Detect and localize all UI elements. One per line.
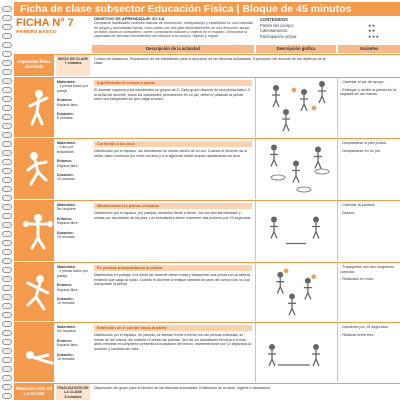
activity-resources (56, 263, 90, 321)
objective-text: Demostrar habilidades motrices básicas de locomoción, manipulación y estabilidad en una variedad de juegos y actividades físicas, como saltar con dos pies alternadamente en una dirección; lanzar un balón hacia un compañero; correr, controlando balones y objetos en el espacio. Demostrar la capacidad de ejecutar movimientos con relación a su cuerpo, objetos y reglas. (94, 21, 253, 39)
space-value: Espacio libre. (57, 343, 79, 348)
space-value: Espacio libre. (57, 287, 79, 292)
capacity-icon-cell (14, 78, 54, 137)
activity-heading: Manteniendo los planos elevados (94, 203, 252, 209)
activity-illustration (256, 78, 336, 138)
spiral-binding (0, 0, 14, 400)
duration-label: Duración: (57, 352, 74, 357)
column-divider (337, 263, 338, 321)
materials-label: Materiales: (57, 203, 76, 207)
binding-ring (2, 204, 12, 210)
activity-row (14, 77, 400, 137)
variant-item: - Cambiar la postura. (340, 203, 376, 207)
activity-resources (56, 78, 90, 137)
binding-ring (2, 69, 12, 75)
column-divider (255, 139, 256, 199)
column-divider (255, 201, 256, 261)
binding-ring (2, 357, 12, 363)
column-divider (337, 201, 338, 261)
binding-ring (2, 303, 12, 309)
duration-label: Duración: (57, 112, 74, 117)
variant-item: - Realizarlo en tríos. (340, 277, 374, 282)
activity-resources (56, 201, 90, 261)
activity-heading: Extensión de el cuerpo hacia la pared (94, 325, 252, 331)
activity-text: Distribuidos en parejas. A la señal del docente deben tratar y transportar una pelota con la cabeza, evitando que caiga al suelo. Cuando el docente lo indique cambian la parte del cuerpo con la cual transportan la pelota. (94, 273, 252, 287)
space-label: Entorno: (57, 216, 72, 221)
column-header-description: Descripción de la actividad (92, 45, 254, 53)
capacity-icon-cell (14, 139, 54, 199)
duration-label: Duración: (57, 297, 74, 302)
activity-description (92, 139, 254, 199)
binding-ring (2, 114, 12, 120)
ficha-block (16, 17, 92, 43)
binding-ring (2, 384, 12, 390)
binding-ring (2, 285, 12, 291)
binding-ring (2, 258, 12, 264)
activity-heading: Equilibrando el cuerpo a pelota (94, 80, 252, 86)
rating-stars: ★★★ (368, 33, 380, 39)
variant-item: - Desplazarse a pies juntos. (340, 141, 387, 145)
activity-resources (56, 323, 90, 382)
start-phase: INICIO DE CLASE 7 minutos (56, 55, 90, 76)
binding-ring (2, 348, 12, 354)
objective-label: OBJETIVO DE APRENDIZAJE: (94, 17, 152, 21)
binding-ring (2, 87, 12, 93)
binding-ring (2, 6, 12, 12)
materials-label: Materiales: (57, 141, 76, 145)
activity-graphic (256, 139, 336, 199)
end-row (14, 383, 400, 400)
binding-ring (2, 312, 12, 318)
binding-ring (2, 294, 12, 300)
space-value: Espacio libre. (57, 102, 79, 107)
binding-ring (2, 132, 12, 138)
binding-ring (2, 96, 12, 102)
column-divider (337, 323, 338, 382)
capacity-header: Capacidad física abordada (14, 55, 54, 76)
binding-ring (2, 195, 12, 201)
duration-value: 10 minutos (57, 301, 75, 306)
activity-row (14, 138, 400, 199)
binding-ring (2, 186, 12, 192)
contents-box (260, 17, 398, 43)
end-text: Disposición del grupo para el término de las diversas actividades. Evaluación de la clase, higiene e hidratación. (94, 386, 272, 390)
activity-text: Distribuidos por el espacio, en parejas, se sientan frente a frente con las piernas estiradas, se toman de las manos, sin soltarse ni doblar las piernas. Uno de los estudiantes flexiona el tronco atrás mientras el compañero presenta la inclinación del tronco, manteniéndose por 10 segundos la posición y cambian de roles. (94, 333, 252, 351)
space-value: Espacio libre. (57, 163, 79, 168)
activity-heading: En parejas transportamos la pelota (94, 265, 252, 271)
activity-illustration (256, 139, 336, 200)
activity-row (14, 322, 400, 382)
activity-row (14, 200, 400, 261)
content-item: Partes del cuerpo: ★★ (260, 23, 398, 28)
activity-illustration (256, 263, 336, 322)
variant-item: - Mantener por 15 segundos. (340, 325, 389, 329)
content-item: Calentamiento: ★★ (260, 28, 398, 33)
activity-heading: Corriendo a los aros (94, 141, 252, 147)
activity-graphic (256, 263, 336, 321)
duration-value: 10 minutos (57, 235, 75, 240)
column-divider (255, 263, 256, 321)
activity-variants (338, 323, 400, 382)
variant-item: - Entregar y recibir la pelota en la espalda de las manos. (340, 87, 396, 97)
end-phase: FINALIZACIÓN DE LA CLASE (14, 384, 54, 400)
activity-text: Distribuidos por el espacio, los estudiantes se ubican dentro de un aro. Cuando el docente da la señal, salen corriendo por entre los aros y a la siguiente señal ocupan rápidamente los aros. (94, 149, 247, 158)
lesson-sheet (14, 0, 400, 400)
activity-description (92, 323, 254, 382)
space-label: Entorno: (57, 338, 72, 343)
binding-ring (2, 222, 12, 228)
column-divider (255, 78, 256, 137)
column-divider (255, 323, 256, 382)
binding-ring (2, 267, 12, 273)
activity-variants (338, 78, 400, 137)
page-title: Ficha de clase subsector Educación Física | Bloque de 45 minutos (14, 2, 400, 16)
variant-item: - Desplazarse en un pie. (340, 148, 382, 153)
rating-stars: ★★ (368, 28, 376, 34)
binding-ring (2, 213, 12, 219)
materials-label: Materiales: (57, 80, 76, 84)
duration-value: 10 minutos (57, 357, 75, 362)
activity-description (92, 263, 254, 321)
duration-value: 10 minutos (57, 177, 75, 182)
binding-ring (2, 42, 12, 48)
activity-text: Distribuidos por el espacio, por parejas, sentados frente a frente, con las piernas estiradas y unidas por las plantas de los pies. Los estudiantes deben mantener esa posición por 10 segundos. (94, 211, 252, 220)
binding-ring (2, 366, 12, 372)
activity-illustration (256, 323, 336, 383)
materials-value: - 1 pelota balón por pareja (57, 84, 88, 93)
materials-value: No requiere. (57, 329, 77, 334)
activity-description (92, 78, 254, 137)
duration-value: 8 minutos (57, 116, 73, 121)
column-divider (337, 78, 338, 137)
start-text: Control de Asistencia. Preparación de los estudiantes para la ejecución de las diversas actividades. Explicación del docente de los objetivos de la clase. (94, 57, 326, 66)
activity-text: El docente organiza a los estudiantes en grupos de 2. Cada grupo dispone de una pelota balón. A la señal del docente, todos los estudiantes permanecen en un pie, deben ir pasando la pelota entre sus integrantes sin que caiga al suelo. (94, 88, 250, 102)
column-header-variants: Variantes (338, 45, 400, 53)
column-header-graphic: Descripción gráfica (256, 45, 336, 53)
binding-ring (2, 150, 12, 156)
activity-variants (338, 201, 400, 261)
activity-graphic (256, 323, 336, 382)
binding-ring (2, 240, 12, 246)
duration-label: Duración: (57, 173, 74, 178)
binding-ring (2, 15, 12, 21)
space-label: Entorno: (57, 283, 72, 288)
learning-objective (94, 17, 254, 43)
materials-value: - 1 pelota balón por pareja. (57, 269, 88, 278)
capacity-icon-cell (14, 263, 54, 321)
end-minutes: FINALIZACIÓN DE LA CLASE 5 minutos (57, 386, 89, 399)
activity-description (92, 201, 254, 261)
activity-resources (56, 139, 90, 199)
binding-ring (2, 330, 12, 336)
materials-value: - 1 aro por estudiante. (57, 145, 75, 154)
binding-ring (2, 321, 12, 327)
binding-ring (2, 393, 12, 399)
activity-graphic (256, 78, 336, 137)
rating-stars: ★★ (368, 23, 376, 28)
variant-item: - Cambiar el pie de apoyo. (340, 80, 385, 84)
binding-ring (2, 123, 12, 129)
content-item: Participación activa: ★★★ (260, 34, 398, 39)
sheet-header (14, 17, 400, 43)
objective-code: EJ 4-8 (152, 17, 165, 21)
binding-ring (2, 249, 12, 255)
materials-label: Materiales: (57, 325, 76, 329)
binding-ring (2, 105, 12, 111)
activity-illustration (256, 201, 336, 262)
materials-label: Materiales: (57, 265, 76, 269)
activity-row (14, 262, 400, 321)
binding-ring (2, 375, 12, 381)
binding-ring (2, 159, 12, 165)
start-row (14, 54, 400, 76)
space-value: Espacio libre. (57, 221, 79, 226)
column-divider (337, 139, 338, 199)
ficha-grade: PRIMERO BÁSICO (16, 29, 57, 34)
binding-ring (2, 177, 12, 183)
materials-value: No requiere. (57, 207, 77, 212)
binding-ring (2, 51, 12, 57)
capacity-icon-cell (14, 201, 54, 261)
contents-title: CONTENIDOS (260, 17, 288, 22)
binding-ring (2, 78, 12, 84)
binding-ring (2, 60, 12, 66)
binding-ring (2, 339, 12, 345)
binding-ring (2, 231, 12, 237)
variant-item: - Realizar entre tres. (340, 332, 375, 337)
variant-item: - Brazos. (340, 210, 356, 215)
binding-ring (2, 168, 12, 174)
binding-ring (2, 141, 12, 147)
variant-item: - Transportar con otro segmento corporal. (340, 265, 395, 274)
binding-ring (2, 24, 12, 30)
capacity-icon-cell (14, 323, 54, 382)
space-label: Entorno: (57, 98, 72, 103)
ficha-number: FICHA N° 7 (16, 17, 74, 29)
activity-graphic (256, 201, 336, 261)
binding-ring (2, 33, 12, 39)
duration-label: Duración: (57, 230, 74, 235)
space-label: Entorno: (57, 159, 72, 164)
binding-ring (2, 276, 12, 282)
activity-variants (338, 263, 400, 321)
activity-variants (338, 139, 400, 199)
